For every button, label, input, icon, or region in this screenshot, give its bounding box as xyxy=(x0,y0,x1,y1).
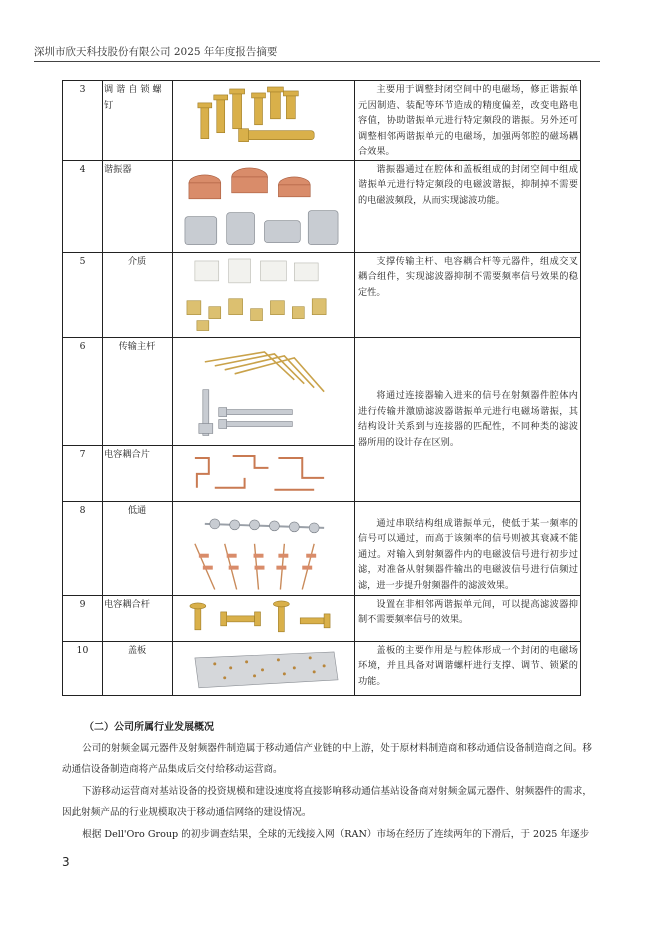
paragraph: 下游移动运营商对基站设备的投资规模和建设速度将直接影响移动通信基站设备商对射频金属元器件、射频器件的需求，因此射频产品的行业规模取决于移动通信网络的建设情况。 xyxy=(62,786,592,818)
row-number: 3 xyxy=(63,81,103,161)
table-row xyxy=(63,160,581,252)
component-photo-resonator xyxy=(173,160,355,252)
section-title: （二）公司所属行业发展概况 xyxy=(84,722,214,733)
row-number: 6 xyxy=(63,337,103,445)
component-photo-transmission-rod xyxy=(173,337,355,445)
table-row xyxy=(63,337,581,445)
coupling-plate-image xyxy=(175,448,352,500)
component-photo-tuning-screw xyxy=(173,81,355,161)
component-photo-lowpass xyxy=(173,501,355,595)
table-row xyxy=(63,501,581,595)
table-row xyxy=(63,81,581,161)
cover-plate-image xyxy=(175,644,352,694)
component-photo-cover-plate xyxy=(173,641,355,695)
row-number: 5 xyxy=(63,252,103,337)
row-number: 9 xyxy=(63,595,103,641)
component-name: 电容耦合片 xyxy=(103,445,173,501)
transmission-rod-image xyxy=(175,340,352,443)
component-description: 设置在非相邻两谐振单元间，可以提高滤波器抑制不需要频率信号的效果。 xyxy=(355,595,581,641)
component-name: 传输主杆 xyxy=(103,337,173,445)
row-number: 8 xyxy=(63,501,103,595)
component-name: 电容耦合杆 xyxy=(103,595,173,641)
component-description: 通过串联结构组成谐振单元，使低于某一频率的信号可以通过，而高于该频率的信号则被其衰减不能通过。对输入到射频器件内的电磁波信号进行初步过滤，对准备从射频器件输出的电磁波信号进行信频过滤，进一步提升射频器件的滤波效果。 xyxy=(355,501,581,595)
component-name: 谐振器 xyxy=(103,160,173,252)
paragraph: 根据 Dell'Oro Group 的初步调查结果，全球的无线接入网（RAN）市场在经历了连续两年的下滑后，于 2025 年逐步 xyxy=(82,829,590,840)
lowpass-image xyxy=(175,504,352,593)
component-description: 支撑传输主杆、电容耦合杆等元器件，组成交叉耦合组件，实现滤波器抑制不需要频率信号效果的稳定性。 xyxy=(355,252,581,337)
report-header: 深圳市欣天科技股份有限公司 2025 年年度报告摘要 xyxy=(34,46,278,58)
component-name: 低通 xyxy=(103,501,173,595)
row-number: 10 xyxy=(63,641,103,695)
header-rule xyxy=(34,61,600,62)
component-table xyxy=(62,80,581,696)
table-row xyxy=(63,252,581,337)
component-photo-dielectric xyxy=(173,252,355,337)
table-row xyxy=(63,595,581,641)
tuning-screw-image xyxy=(175,83,352,155)
coupling-rod-image xyxy=(175,598,352,640)
component-photo-coupling-rod xyxy=(173,595,355,641)
dielectric-image xyxy=(175,255,352,335)
page-number: 3 xyxy=(62,855,70,869)
component-name: 盖板 xyxy=(103,641,173,695)
paragraph: 公司的射频金属元器件及射频器件制造属于移动通信产业链的中上游，处于原材料制造商和移动通信设备制造商之间。移动通信设备制造商将产品集成后交付给移动运营商。 xyxy=(62,743,592,775)
component-description: 谐振器通过在腔体和盖板组成的封闭空间中组成谐振单元进行特定频段的电磁波谐振，抑制掉不需要的电磁波频段，从而实现滤波功能。 xyxy=(355,160,581,252)
component-name: 介质 xyxy=(103,252,173,337)
component-description: 将通过连接器输入进来的信号在射频器件腔体内进行传输并激励滤波器谐振单元进行电磁场谐振，其结构设计关系到与连接器的匹配性，不同种类的滤波器所用的设计存在区别。 xyxy=(355,337,581,501)
resonator-image xyxy=(175,163,352,251)
component-name: 调 谐 自 锁 螺钉 xyxy=(103,81,173,161)
row-number: 7 xyxy=(63,445,103,501)
component-photo-coupling-plate xyxy=(173,445,355,501)
row-number: 4 xyxy=(63,160,103,252)
component-description: 主要用于调整封闭空间中的电磁场，修正谐振单元因制造、装配等环节造成的精度偏差，改变电路电容值，协助谐振单元进行特定频段的谐振。另外还可调整相邻两谐振单元的电磁场，加强两邻腔的磁场耦合效果。 xyxy=(355,81,581,161)
table-row xyxy=(63,641,581,695)
component-description: 盖板的主要作用是与腔体形成一个封闭的电磁场环境，并且具备对调谐螺杆进行支撑、调节、锁紧的功能。 xyxy=(355,641,581,695)
